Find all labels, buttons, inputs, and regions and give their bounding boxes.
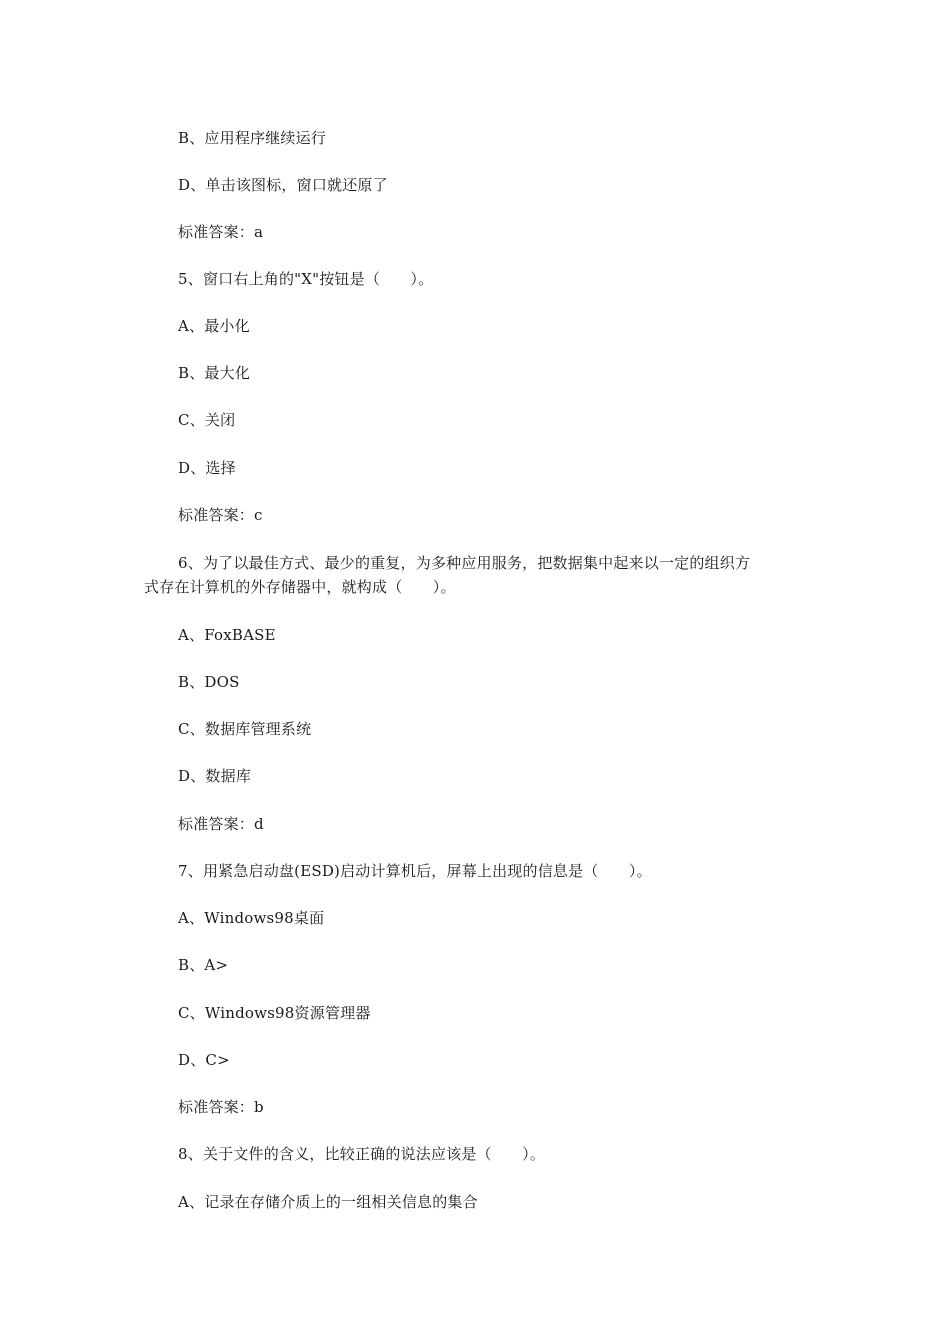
option-b-q7: B、A> — [178, 956, 229, 974]
question-8: 8、关于文件的含义，比较正确的说法应该是（ ）。 — [178, 1145, 546, 1163]
option-c-q7: C、Windows98资源管理器 — [178, 1004, 371, 1022]
option-b-q4: B、应用程序继续运行 — [178, 129, 327, 147]
question-5: 5、窗口右上角的"X"按钮是（ ）。 — [178, 270, 434, 288]
option-d-q6: D、数据库 — [178, 767, 252, 785]
question-6-line-1: 6、为了以最佳方式、最少的重复，为多种应用服务，把数据集中起来以一定的组织方 — [178, 554, 751, 572]
option-d-q7: D、C> — [178, 1051, 230, 1069]
question-6-line-2: 式存在计算机的外存储器中，就构成（ ）。 — [144, 578, 456, 596]
option-a-q5: A、最小化 — [178, 317, 250, 335]
option-c-q5: C、关闭 — [178, 411, 236, 429]
answer-q7: 标准答案：b — [178, 1098, 264, 1116]
question-7: 7、用紧急启动盘(ESD)启动计算机后，屏幕上出现的信息是（ ）。 — [178, 862, 652, 880]
answer-q6: 标准答案：d — [178, 815, 264, 833]
option-c-q6: C、数据库管理系统 — [178, 720, 312, 738]
answer-q5: 标准答案：c — [178, 506, 263, 524]
option-a-q6: A、FoxBASE — [178, 626, 276, 644]
option-a-q8: A、记录在存储介质上的一组相关信息的集合 — [178, 1193, 478, 1211]
option-b-q6: B、DOS — [178, 673, 240, 691]
option-d-q5: D、选择 — [178, 459, 236, 477]
option-d-q4: D、单击该图标，窗口就还原了 — [178, 176, 388, 194]
option-a-q7: A、Windows98桌面 — [178, 909, 325, 927]
answer-q4: 标准答案：a — [178, 223, 264, 241]
option-b-q5: B、最大化 — [178, 364, 251, 382]
